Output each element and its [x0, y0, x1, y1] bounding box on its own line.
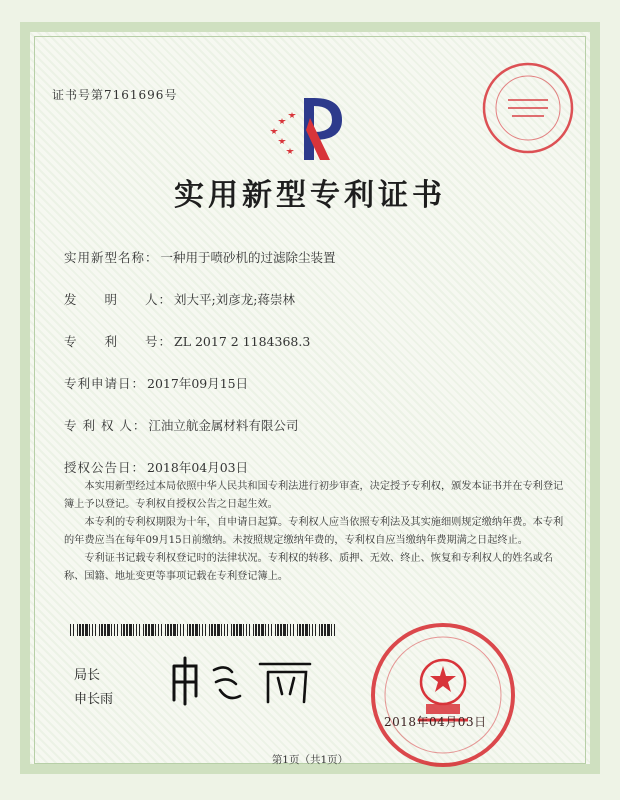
barcode-bar — [249, 624, 250, 636]
barcode-bar — [265, 624, 266, 636]
barcode-bar — [309, 624, 310, 636]
field-inventors — [64, 290, 295, 308]
barcode-bar — [202, 624, 203, 636]
barcode-bar — [143, 624, 144, 636]
barcode-bar — [261, 624, 264, 636]
barcode-bar — [324, 624, 326, 636]
barcode-bar — [85, 624, 88, 636]
barcode-bar — [189, 624, 191, 636]
page-footer: 第1页（共1页） — [271, 754, 349, 766]
barcode-bar — [231, 624, 232, 636]
barcode-bar — [104, 624, 106, 636]
barcode-bar — [148, 624, 150, 636]
field-value: 2018年04月03日 — [147, 460, 249, 475]
barcode-bar — [293, 624, 294, 636]
barcode-bar — [253, 624, 254, 636]
barcode-bar — [315, 624, 316, 636]
director-name: 申长雨 — [74, 692, 114, 707]
field-value: 2017年09月15日 — [147, 376, 249, 391]
barcode-bar — [133, 624, 134, 636]
barcode-bar — [255, 624, 257, 636]
barcode-bar — [107, 624, 110, 636]
barcode-bar — [302, 624, 304, 636]
certificate-number: 证书号第7161696号 — [52, 88, 178, 102]
barcode-bar — [209, 624, 210, 636]
barcode-bar — [321, 624, 323, 636]
page-title: 实用新型专利证书 — [174, 178, 446, 213]
barcode-bar — [192, 624, 194, 636]
field-application-date — [64, 374, 248, 392]
field-label: 专利申请日： — [64, 376, 146, 391]
barcode-bar — [246, 624, 247, 636]
barcode-bar — [92, 624, 93, 636]
barcode-bar — [195, 624, 198, 636]
barcode-bar — [177, 624, 178, 636]
certificate-body — [64, 478, 564, 586]
barcode-bar — [287, 624, 288, 636]
barcode-bar — [271, 624, 272, 636]
barcode-bar — [89, 624, 90, 636]
barcode-bar — [312, 624, 313, 636]
barcode-bar — [327, 624, 330, 636]
field-value: 江油立航金属材料有限公司 — [148, 418, 299, 433]
barcode-bar — [331, 624, 332, 636]
director-title: 局长 — [74, 668, 101, 683]
field-value: 一种用于喷砂机的过滤除尘装置 — [160, 250, 336, 265]
barcode-bar — [111, 624, 112, 636]
barcode-bar — [183, 624, 184, 636]
barcode-bar — [136, 624, 137, 636]
body-paragraph: 专利证书记载专利权登记时的法律状况。专利权的转移、质押、无效、终止、恢复和专利权人的姓名或名称、国籍、地址变更等事项记载在专利登记簿上。 — [64, 553, 554, 582]
seal-date: 2018年04月03日 — [384, 715, 487, 729]
barcode-bar — [158, 624, 159, 636]
barcode-bar — [123, 624, 125, 636]
barcode-bar — [305, 624, 308, 636]
body-paragraph: 本实用新型经过本局依照中华人民共和国专利法进行初步审查，决定授予专利权，颁发本证书并在专利登记簿上予以登记。专利权自授权公告之日起生效。 — [64, 481, 564, 510]
barcode-bar — [334, 624, 335, 636]
barcode-bar — [214, 624, 216, 636]
barcode-bar — [101, 624, 103, 636]
barcode-bar — [129, 624, 132, 636]
barcode-bar — [77, 624, 78, 636]
field-label: 专 利 权 人： — [64, 418, 147, 433]
barcode-bar — [70, 624, 71, 636]
barcode-bar — [233, 624, 235, 636]
barcode-bar — [161, 624, 162, 636]
barcode-bar — [319, 624, 320, 636]
field-value: 刘大平;刘彦龙;蒋崇林 — [174, 292, 295, 307]
official-seal-icon — [368, 620, 518, 770]
barcode-bar — [224, 624, 225, 636]
field-label: 实用新型名称： — [64, 250, 159, 265]
barcode-bar — [82, 624, 84, 636]
barcode-bar — [277, 624, 279, 636]
barcode-bar — [114, 624, 115, 636]
barcode-bar — [180, 624, 181, 636]
field-label: 专 利 号： — [64, 334, 173, 349]
barcode-bar — [280, 624, 282, 636]
barcode-bar — [236, 624, 238, 636]
field-patentee — [64, 416, 298, 434]
barcode-bar — [299, 624, 301, 636]
barcode-bar — [170, 624, 172, 636]
barcode-bar — [121, 624, 122, 636]
barcode-bar — [239, 624, 242, 636]
field-value: ZL 2017 2 1184368.3 — [174, 334, 311, 349]
barcode-bar — [275, 624, 276, 636]
field-utility-model-name — [64, 248, 336, 266]
barcode-bar — [126, 624, 128, 636]
field-label: 发 明 人： — [64, 292, 173, 307]
agency-stamp-icon — [478, 58, 578, 158]
barcode-bar — [268, 624, 269, 636]
director-signature-icon — [168, 656, 318, 706]
barcode-bar — [99, 624, 100, 636]
field-patent-number — [64, 332, 310, 350]
barcode-bar — [117, 624, 118, 636]
barcode-bar — [297, 624, 298, 636]
barcode-bar — [283, 624, 286, 636]
barcode-bar — [73, 624, 74, 636]
patent-office-logo-icon — [260, 88, 350, 168]
barcode-bar — [79, 624, 81, 636]
barcode-bar — [227, 624, 228, 636]
barcode-bar — [221, 624, 222, 636]
barcode-bar — [243, 624, 244, 636]
barcode-bar — [165, 624, 166, 636]
barcode-bar — [187, 624, 188, 636]
barcode-bar — [205, 624, 206, 636]
barcode-bar — [211, 624, 213, 636]
barcode-icon — [70, 624, 336, 636]
field-grant-date — [64, 458, 248, 476]
barcode-bar — [173, 624, 176, 636]
barcode-bar — [151, 624, 154, 636]
barcode-bar — [145, 624, 147, 636]
barcode-bar — [258, 624, 260, 636]
barcode-bar — [167, 624, 169, 636]
barcode-bar — [95, 624, 96, 636]
barcode-bar — [290, 624, 291, 636]
body-paragraph: 本专利的专利权期限为十年，自申请日起算。专利权人应当依照专利法及其实施细则规定缴纳年费。本专利的年费应当在每年09月15日前缴纳。未按照规定缴纳年费的，专利权自应当缴纳年费期满之日起终止。 — [64, 517, 564, 546]
barcode-bar — [217, 624, 220, 636]
barcode-bar — [139, 624, 140, 636]
barcode-bar — [199, 624, 200, 636]
field-label: 授权公告日： — [64, 460, 146, 475]
barcode-bar — [155, 624, 156, 636]
